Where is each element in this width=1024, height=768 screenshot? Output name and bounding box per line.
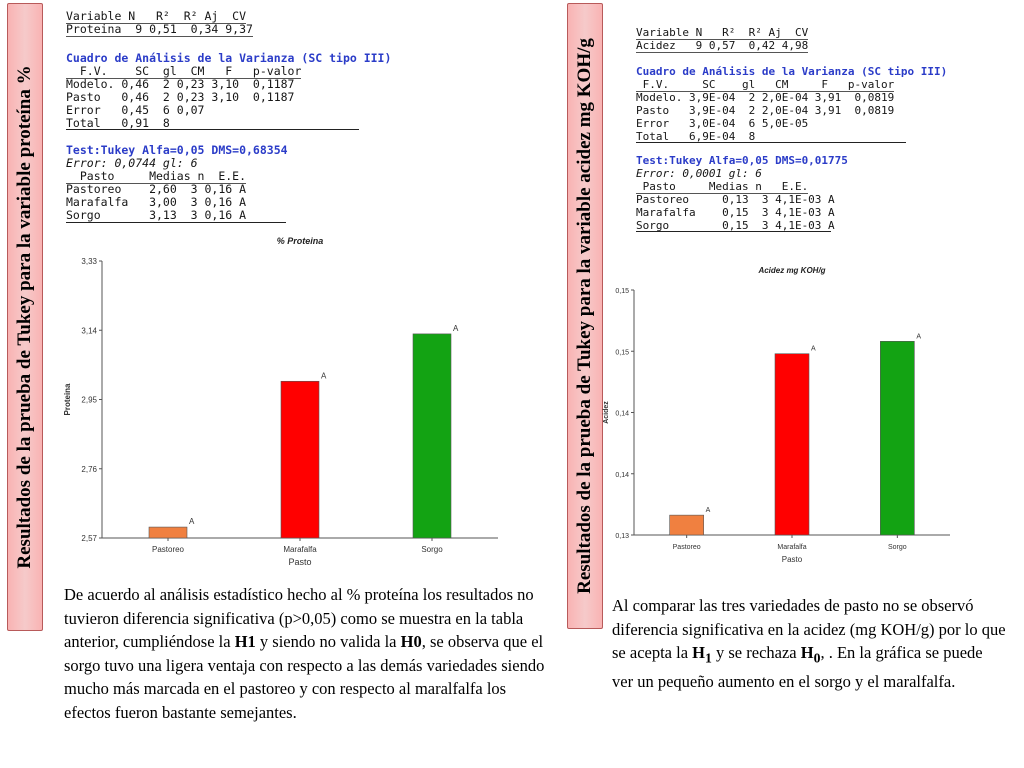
anova-title: Cuadro de Análisis de la Varianza (SC tipo III) xyxy=(66,51,392,65)
anova-row: Error 0,45 6 0,07 xyxy=(66,103,205,117)
y-tick-label: 0,14 xyxy=(615,471,629,479)
bar-value-label: A xyxy=(705,507,711,515)
y-tick-label: 3,14 xyxy=(81,326,97,336)
anova-header: F.V. SC gl CM F p-valor xyxy=(636,78,895,91)
left-section-banner xyxy=(7,3,43,631)
x-tick-label: Pastoreo xyxy=(672,544,701,551)
tukey-row: Sorgo 3,13 3 0,16 A xyxy=(66,208,247,222)
anova-row: Total 6,9E-04 8 xyxy=(636,130,756,143)
protein-conclusion-paragraph xyxy=(64,583,554,724)
bar-marafalfa xyxy=(281,381,319,538)
x-tick-label: Pastoreo xyxy=(151,545,185,554)
acidity-bar-chart xyxy=(598,262,968,567)
paragraph-segment: H xyxy=(692,643,705,662)
tukey-error: Error: 0,0001 gl: 6 xyxy=(636,167,762,180)
right-banner-text: Resultados de la prueba de Tukey para la variable acidez mg KOH/g xyxy=(574,38,595,594)
chart-title: Acidez mg KOH/g xyxy=(758,266,826,275)
paragraph-segment: H xyxy=(800,643,814,662)
anova-header: F.V. SC gl CM F p-valor xyxy=(66,64,302,78)
tukey-row: Pastoreo 2,60 3 0,16 A xyxy=(66,182,247,196)
bar-pastoreo xyxy=(149,527,187,538)
paragraph-segment: De acuerdo al análisis estadístico hecho al % proteína los resultados no tuvieron diferencia significativa (p>0,05) como se muestra en la tabla anterior, cumpliéndose la xyxy=(64,585,534,651)
y-axis-label: Acidez xyxy=(603,401,610,424)
x-tick-label: Marafalfa xyxy=(777,544,807,551)
bar-value-label: A xyxy=(916,333,922,341)
paragraph-segment: H1 xyxy=(234,632,256,651)
paragraph-segment: 1 xyxy=(705,650,712,666)
x-tick-label: Marafalfa xyxy=(283,545,317,554)
paragraph-segment: , se observa que el sorgo tuvo una ligera ventaja con respecto a las demás variedades siendo mucho más marcada en el pastoreo y con respecto al maralfalfa los efectos fueron bastante semejantes. xyxy=(64,632,545,722)
tukey-row: Marafalfa 3,00 3 0,16 A xyxy=(66,195,247,209)
tukey-header: Pasto Medias n E.E. xyxy=(66,169,247,183)
bar-value-label: A xyxy=(189,517,195,527)
bar-value-label: A xyxy=(811,345,816,353)
tukey-row: Sorgo 0,15 3 4,1E-03 A xyxy=(636,219,835,232)
paragraph-segment: y se rechaza xyxy=(711,643,801,662)
anova-title: Cuadro de Análisis de la Varianza (SC tipo III) xyxy=(636,65,948,78)
anova-row: Error 3,0E-04 6 5,0E-05 xyxy=(636,117,809,130)
bar-marafalfa xyxy=(775,354,809,535)
bar-value-label: A xyxy=(453,323,459,333)
x-tick-label: Sorgo xyxy=(421,545,443,554)
tukey-header: Pasto Medias n E.E. xyxy=(636,180,809,193)
y-tick-label: 0,14 xyxy=(615,410,629,418)
chart-title: % Proteina xyxy=(276,236,324,246)
anova-row: Pasto 0,46 2 0,23 3,10 0,1187 xyxy=(66,90,295,104)
bar-sorgo xyxy=(413,334,451,538)
y-tick-label: 2,76 xyxy=(81,464,97,474)
y-tick-label: 2,95 xyxy=(81,395,97,405)
summary-row: Proteina 9 0,51 0,34 9,37 xyxy=(66,22,253,36)
y-tick-label: 2,57 xyxy=(81,534,97,543)
paragraph-segment: y siendo no valida la xyxy=(255,632,401,651)
left-stats-output xyxy=(66,9,392,225)
paragraph-segment: H0 xyxy=(400,632,422,651)
y-tick-label: 0,15 xyxy=(615,288,629,295)
paragraph-segment: 0 xyxy=(813,650,821,666)
summary-row: Acidez 9 0,57 0,42 4,98 xyxy=(636,39,809,52)
summary-header: Variable N R² R² Aj CV xyxy=(636,26,809,39)
y-tick-label: 0,13 xyxy=(615,533,629,540)
anova-row: Total 0,91 8 xyxy=(66,116,170,130)
y-axis-label: Proteina xyxy=(63,383,72,416)
right-stats-output xyxy=(636,26,946,236)
y-tick-label: 0,15 xyxy=(615,349,629,357)
anova-row: Modelo. 3,9E-04 2 2,0E-04 3,91 0,0819 xyxy=(636,91,895,104)
anova-row: Pasto 3,9E-04 2 2,0E-04 3,91 0,0819 xyxy=(636,104,895,117)
protein-bar-chart xyxy=(60,228,510,573)
anova-row: Modelo. 0,46 2 0,23 3,10 0,1187 xyxy=(66,77,295,91)
acidity-conclusion-paragraph xyxy=(612,594,1007,693)
bar-value-label: A xyxy=(321,371,327,381)
paragraph-segment: , . En la gráfica se puede ver un pequeño aumento en el sorgo y el maralfalfa. xyxy=(612,643,983,691)
x-axis-label: Pasto xyxy=(781,555,803,564)
tukey-title: Test:Tukey Alfa=0,05 DMS=0,01775 xyxy=(636,154,848,167)
bar-pastoreo xyxy=(670,515,704,535)
tukey-row: Marafalfa 0,15 3 4,1E-03 A xyxy=(636,206,835,219)
tukey-error: Error: 0,0744 gl: 6 xyxy=(66,156,198,170)
bar-sorgo xyxy=(880,341,914,535)
paragraph-segment: Al comparar las tres variedades de pasto no se observó diferencia significativa en la acidez (mg KOH/g) por lo que se acepta la xyxy=(612,596,1006,662)
x-tick-label: Sorgo xyxy=(887,544,907,551)
tukey-title: Test:Tukey Alfa=0,05 DMS=0,68354 xyxy=(66,143,288,157)
tukey-row: Pastoreo 0,13 3 4,1E-03 A xyxy=(636,193,835,206)
y-tick-label: 3,33 xyxy=(81,257,97,266)
summary-header: Variable N R² R² Aj CV xyxy=(66,9,247,23)
left-banner-text: Resultados de la prueba de Tukey para la variable proteína % xyxy=(14,65,35,569)
x-axis-label: Pasto xyxy=(288,557,312,567)
